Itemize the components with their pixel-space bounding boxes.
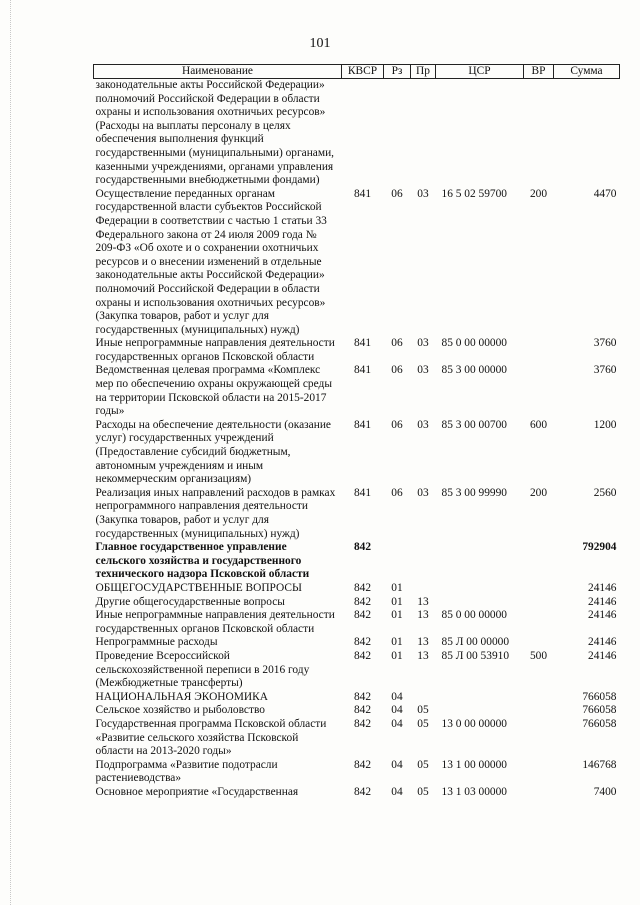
cell-kvsr — [342, 79, 384, 188]
cell-name: НАЦИОНАЛЬНАЯ ЭКОНОМИКА — [95, 690, 268, 703]
cell-vr — [524, 364, 554, 418]
cell-pr: 13 — [417, 609, 429, 622]
table-row — [94, 188, 620, 338]
table-row — [94, 337, 620, 364]
cell-kvsr: 842 — [353, 690, 372, 703]
scan-edge-line — [10, 0, 12, 905]
cell-sum: 766058 — [582, 690, 617, 703]
table-row — [94, 419, 620, 487]
cell-pr: 03 — [417, 187, 429, 200]
cell-pr: 05 — [417, 758, 429, 771]
cell-name: законодательные акты Российской Федерации» полномочий Российской Федерации в области охраны и использования охотничьих ресурсов» (Расходы на выплаты персоналу в целях обеспечения выполнения функций государственными (муниципальными) органами, казенными учреждениями, органами управления государственными внебюджетными фондами) — [95, 79, 335, 187]
cell-csr: 85 Л 00 53910 — [441, 649, 510, 662]
cell-sum: 24146 — [588, 581, 617, 594]
table-row — [94, 786, 620, 800]
cell-vr — [524, 337, 554, 364]
budget-table — [93, 64, 620, 799]
cell-csr: 85 3 00 99990 — [441, 486, 507, 499]
cell-vr: 500 — [529, 649, 548, 662]
table-row — [94, 79, 620, 188]
cell-csr — [436, 704, 524, 718]
cell-name: Реализация иных направлений расходов в рамках непрограммного направления деятельности (Закупка товаров, работ и услуг для государственных (муниципальных) нужд) — [95, 486, 336, 540]
cell-rz: 04 — [391, 785, 403, 798]
cell-rz: 06 — [391, 418, 403, 431]
cell-pr — [411, 691, 436, 705]
cell-rz: 06 — [391, 337, 403, 350]
table-row — [94, 487, 620, 541]
table-header-row — [94, 65, 620, 79]
cell-rz: 01 — [391, 636, 403, 649]
cell-pr — [411, 79, 436, 188]
table-row — [94, 541, 620, 582]
cell-kvsr: 842 — [353, 649, 372, 662]
cell-vr: 200 — [529, 486, 548, 499]
cell-name: Осуществление переданных органам государственной власти субъектов Российской Федерации в соответствии с частью 1 статьи 33 Федерального закона от 24 июля 2009 года № 209-ФЗ «Об охоте и о сохранении охотничьих ресурсов и о внесении изменений в отдельные законодательные акты Российской Федерации» полномочий Российской Федерации в области охраны и использования охотничьих ресурсов» (Закупка товаров, работ и услуг для государственных (муниципальных) нужд) — [95, 187, 327, 336]
cell-rz: 06 — [391, 364, 403, 377]
cell-csr: 85 Л 00 00000 — [441, 636, 510, 649]
cell-csr: 85 0 00 00000 — [441, 609, 507, 622]
header-pr: Пр — [411, 65, 436, 79]
cell-sum: 24146 — [588, 649, 617, 662]
cell-name: Расходы на обеспечение деятельности (оказание услуг) государственных учреждений (Предоставление субсидий бюджетным, автономным учреждениям и иным некоммерческим организациям) — [95, 418, 331, 486]
cell-csr — [436, 582, 524, 596]
cell-sum: 7400 — [593, 785, 617, 798]
cell-sum: 24146 — [588, 609, 617, 622]
cell-vr — [524, 718, 554, 759]
cell-kvsr: 841 — [353, 364, 372, 377]
table-row — [94, 364, 620, 418]
cell-sum: 24146 — [588, 595, 617, 608]
cell-name: Иные непрограммные направления деятельности государственных органов Псковской области — [95, 337, 335, 363]
cell-sum: 24146 — [588, 636, 617, 649]
cell-kvsr: 841 — [353, 418, 372, 431]
cell-kvsr: 842 — [353, 785, 372, 798]
cell-vr — [524, 636, 554, 650]
cell-name: Иные непрограммные направления деятельности государственных органов Псковской области — [95, 609, 335, 635]
cell-vr — [524, 704, 554, 718]
cell-pr — [411, 541, 436, 582]
table-row — [94, 596, 620, 610]
cell-kvsr: 842 — [353, 609, 372, 622]
budget-table-wrapper — [93, 64, 619, 799]
cell-rz: 04 — [391, 717, 403, 730]
cell-vr — [524, 596, 554, 610]
cell-kvsr: 842 — [353, 758, 372, 771]
cell-rz — [384, 541, 411, 582]
cell-name: Государственная программа Псковской области «Развитие сельского хозяйства Псковской области на 2013-2020 годы» — [95, 717, 327, 758]
cell-name: Основное мероприятие «Государственная — [95, 785, 299, 798]
cell-rz: 06 — [391, 187, 403, 200]
cell-vr — [524, 541, 554, 582]
cell-csr: 85 3 00 00000 — [441, 364, 507, 377]
cell-name: ОБЩЕГОСУДАРСТВЕННЫЕ ВОПРОСЫ — [95, 581, 302, 594]
header-kvsr: КВСР — [342, 65, 384, 79]
table-body — [94, 79, 620, 800]
cell-rz — [384, 79, 411, 188]
table-row — [94, 759, 620, 786]
cell-sum: 766058 — [582, 717, 617, 730]
cell-kvsr: 841 — [353, 187, 372, 200]
cell-name: Проведение Всероссийской сельскохозяйственной переписи в 2016 году (Межбюджетные трансферты) — [95, 649, 310, 690]
cell-sum: 2560 — [593, 486, 617, 499]
cell-pr: 13 — [417, 649, 429, 662]
cell-vr — [524, 582, 554, 596]
table-row — [94, 718, 620, 759]
cell-pr: 03 — [417, 418, 429, 431]
cell-rz: 04 — [391, 758, 403, 771]
cell-sum — [554, 79, 620, 188]
cell-rz: 01 — [391, 609, 403, 622]
cell-kvsr: 841 — [353, 337, 372, 350]
cell-vr — [524, 609, 554, 636]
table-row — [94, 582, 620, 596]
header-vr: ВР — [524, 65, 554, 79]
cell-name: Другие общегосударственные вопросы — [95, 595, 285, 608]
header-rz: Рз — [384, 65, 411, 79]
cell-pr: 05 — [417, 704, 429, 717]
cell-sum: 146768 — [582, 758, 617, 771]
table-row — [94, 691, 620, 705]
cell-sum: 766058 — [582, 704, 617, 717]
cell-pr: 03 — [417, 486, 429, 499]
cell-name: Подпрограмма «Развитие подотрасли растениеводства» — [95, 758, 278, 785]
cell-rz: 04 — [391, 704, 403, 717]
cell-vr — [524, 786, 554, 800]
cell-kvsr: 842 — [353, 581, 372, 594]
cell-kvsr: 842 — [353, 595, 372, 608]
header-name: Наименование — [94, 65, 342, 79]
header-sum: Сумма — [554, 65, 620, 79]
cell-pr: 03 — [417, 364, 429, 377]
cell-kvsr: 842 — [353, 541, 372, 554]
cell-rz: 01 — [391, 649, 403, 662]
cell-pr: 05 — [417, 785, 429, 798]
cell-vr: 200 — [529, 187, 548, 200]
cell-csr: 13 0 00 00000 — [441, 717, 507, 730]
cell-sum: 4470 — [593, 187, 617, 200]
cell-name: Непрограммные расходы — [95, 636, 218, 649]
cell-name: Главное государственное управление сельского хозяйства и государственного технического надзора Псковской области — [95, 541, 310, 581]
cell-rz: 01 — [391, 581, 403, 594]
cell-vr — [524, 759, 554, 786]
cell-sum: 3760 — [593, 364, 617, 377]
cell-csr: 13 1 00 00000 — [441, 758, 507, 771]
cell-rz: 06 — [391, 486, 403, 499]
cell-kvsr: 842 — [353, 717, 372, 730]
cell-vr — [524, 79, 554, 188]
cell-csr: 16 5 02 59700 — [441, 187, 507, 200]
cell-kvsr: 842 — [353, 704, 372, 717]
cell-rz: 04 — [391, 690, 403, 703]
table-row — [94, 650, 620, 691]
cell-name: Сельское хозяйство и рыболовство — [95, 704, 265, 717]
cell-csr: 85 3 00 00700 — [441, 418, 507, 431]
cell-vr — [524, 691, 554, 705]
table-row — [94, 636, 620, 650]
table-row — [94, 704, 620, 718]
cell-csr — [436, 691, 524, 705]
cell-pr: 13 — [417, 636, 429, 649]
cell-pr: 13 — [417, 595, 429, 608]
cell-rz: 01 — [391, 595, 403, 608]
cell-sum: 3760 — [593, 337, 617, 350]
cell-csr — [436, 79, 524, 188]
cell-csr — [436, 596, 524, 610]
cell-csr: 85 0 00 00000 — [441, 337, 507, 350]
cell-kvsr: 842 — [353, 636, 372, 649]
cell-name: Ведомственная целевая программа «Комплекс мер по обеспечению охраны окружающей среды на территории Псковской области на 2015-2017 годы» — [95, 364, 332, 418]
cell-csr: 13 1 03 00000 — [441, 785, 507, 798]
cell-kvsr: 841 — [353, 486, 372, 499]
cell-sum: 792904 — [582, 541, 617, 554]
cell-csr — [436, 541, 524, 582]
cell-vr: 600 — [529, 418, 548, 431]
cell-sum: 1200 — [593, 418, 617, 431]
header-csr: ЦСР — [436, 65, 524, 79]
cell-pr: 05 — [417, 717, 429, 730]
table-row — [94, 609, 620, 636]
page-number: 101 — [309, 36, 331, 51]
cell-pr — [411, 582, 436, 596]
cell-pr: 03 — [417, 337, 429, 350]
